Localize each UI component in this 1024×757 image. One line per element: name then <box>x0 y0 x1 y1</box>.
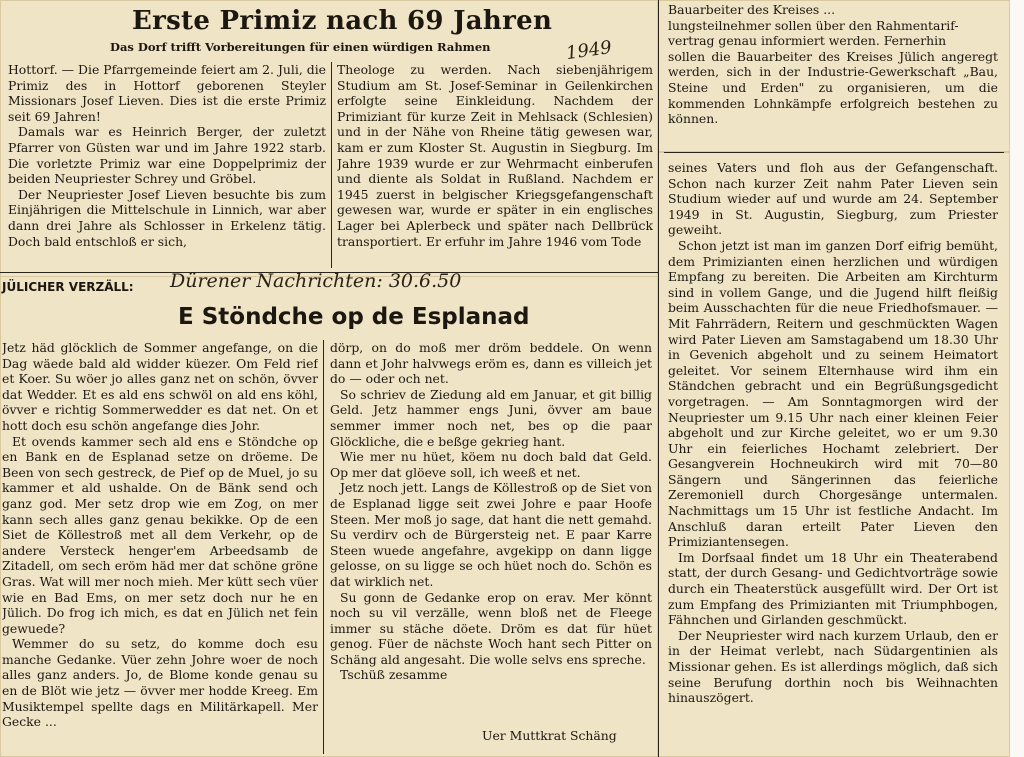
article1-col3-para-2: Schon jetzt ist man im ganzen Dorf eifrig bemüht, dem Primizianten einen herzlichen und würdigen Empfang zu bereiten. Die Arbeiten am Kirchturm sind in vollem Gange, und die Jugend hilft fleißig beim Ausschachten für die neue Friedhofsmauer. — Mit Fahrrädern, Reitern und geschmückten Wagen wird Pater Lieven am Samstagabend um 18.30 Uhr in Gevenich abgeholt und zu seinem Heimatort geleitet. Vor seinem Elternhause wird ihm ein Ständchen gebracht und ein Begrüßungsgedicht vorgetragen. — Am Sonntagmorgen wird der Neupriester um 9.15 Uhr nach einer kleinen Feier abgeholt und zur Kirche geleitet, wo er um 9.30 Uhr ein feierliches Hochamt zelebriert. Der Gesangverein Hochneukirch wird mit 70—80 Sängern und Sängerinnen das feierliche Zeremoniell durch Chorgesänge untermalen. Nachmittags um 15 Uhr ist festliche Andacht. Im Anschluß daran erteilt Pater Lieven den Primiziantensegen. <box>668 237 998 550</box>
article2-signature: Uer Muttkrat Schäng <box>482 728 617 743</box>
article1-col2-para-1: Theologe zu werden. Nach siebenjährigem Studium am St. Josef-Seminar in Geilenkirchen erfolgte seine Einkleidung. Nachdem der Primiziant für kurze Zeit in Mehlsack (Schlesien) und in der Nähe von Rheine tätig gewesen war, kam er zum Kloster St. Augustin in Siegburg. Im Jahre 1939 wurde er zur Wehrmacht einberufen und diente als Soldat in Rußland. Nachdem er 1945 zuerst in belgischer Kriegsgefangenschaft gewesen war, wurde er später in ein englisches Lager bei Aplerbeck und später nach Dellbrück transportiert. Er erfuhr im Jahre 1946 vom Tode <box>337 62 653 249</box>
handwritten-year: 1949 <box>564 36 614 65</box>
fragment-line-4: sollen die Bauarbeiter des Kreises Jülich angeregt werden, sich in der Industrie-Gewerkschaft „Bau, Steine und Erden" zu organisieren, um die kommenden Lohnkämpfe erfolgreich bestehen zu können. <box>668 48 998 127</box>
article2-column-1 <box>2 340 318 754</box>
article-title: Erste Primiz nach 69 Jahren <box>132 6 553 36</box>
column-rule <box>323 340 324 754</box>
article2-column-2 <box>330 340 652 724</box>
article1-col3-para-4: Der Neupriester wird nach kurzem Urlaub, den er in der Heimat verlebt, nach Südargentinien als Missionar gehen. Es ist allerdings möglich, daß sich seine Berufung dorthin noch bis Weihnachten hinauszögert. <box>668 627 998 706</box>
article2-col2-closing: Tschüß zesamme <box>340 667 448 683</box>
article2-col2-para-5: Su gonn de Gedanke erop on erav. Mer könnt noch su vil verzälle, wenn bloß net de Fleege immer su stäche döete. Dröm es dat für hüet genog. Füer de nächste Woch hant sech Pitter on Schäng ald angesaht. Die wolle selvs ens spreche. <box>330 589 652 667</box>
article2-title: E Stöndche op de Esplanad <box>178 304 530 330</box>
article-subtitle: Das Dorf trifft Vorbereitungen für einen würdigen Rahmen <box>110 40 491 54</box>
article1-col3-para-3: Im Dorfsaal findet um 18 Uhr ein Theaterabend statt, der durch Gesang- und Gedichtvorträge sowie durch ein Theaterstück ausgefüllt wird. Der Ort ist zum Empfang des Primizianten mit Triumphbogen, Fähnchen und Girlanden geschmückt. <box>668 549 998 628</box>
column-rule <box>658 0 659 757</box>
fragment-line-2: lungsteilnehmer sollen über den Rahmentarif- <box>668 17 959 33</box>
column-rule <box>331 62 332 268</box>
article1-col1-para-3: Der Neupriester Josef Lieven besuchte bis zum Einjährigen die Mittelschule in Linnich, war aber dann drei Jahre als Schlosser in Erkelenz tätig. Doch bald entschloß er sich, <box>8 186 326 249</box>
article1-column-1 <box>8 62 326 268</box>
handwritten-source-note: Dürener Nachrichten: 30.6.50 <box>170 270 462 292</box>
section-rule <box>664 152 1004 153</box>
fragment-line-1: Bauarbeiter des Kreises ... <box>668 2 836 17</box>
article2-col2-para-4: Jetz noch jett. Langs de Köllestroß op de Siet von de Esplanad ligge seit zwei Johre e paar Hoofe Steen. Mer moß jo sage, dat hant die nett gemahd. Su verdirv och de Bürgersteig net. E paar Karre Steen wuede angefahre, avgekipp on dann ligge gelosse, on su ligge se och hüet noch do. Schön es dat wirklich net. <box>330 480 652 589</box>
article2-col2-para-3: Wie mer nu hüet, köem nu doch bald dat Geld. Op mer dat glöeve soll, ich weeß et net. <box>330 449 652 480</box>
article1-column-3 <box>668 160 998 750</box>
section-label: JÜLICHER VERZÄLL: <box>2 280 134 294</box>
article1-col1-para-1: Hottorf. — Die Pfarrgemeinde feiert am 2. Juli, die Primiz des in Hottorf geborenen Steyler Missionars Josef Lieven. Dies ist die erste Primiz seit 69 Jahren! <box>8 62 326 124</box>
article2-col2-para-1: dörp, on do moß mer dröm beddele. On wenn dann et Johr halvwegs eröm es, dann es villeich jet do — oder och net. <box>330 340 652 387</box>
article2-col1-para-3: Wemmer do su setz, do komme doch esu manche Gedanke. Vüer zehn Johre woer de noch alles ganz anders. Jo, de Blome konde genau su en de Blöt wie jetz — övver mer hodde Kreeg. Em Musiktempel spellte dags en Militärkapell. Mer Gecke ... <box>2 636 318 730</box>
article1-col1-para-2: Damals war es Heinrich Berger, der zuletzt Pfarrer von Güsten war und im Jahre 1922 starb. Die vorletzte Primiz war eine Doppelprimiz der beiden Neupriester Schrey und Gröbel. <box>8 124 326 187</box>
article1-col3-para-1: seines Vaters und floh aus der Gefangenschaft. Schon nach kurzer Zeit nahm Pater Lieven sein Studium wieder auf und wurde am 24. September 1949 in St. Augustin, Siegburg, zum Priester geweiht. <box>668 160 998 238</box>
article2-col1-para-2: Et ovends kammer sech ald ens e Stöndche op en Bank en de Esplanad setze on dröeme. De Been von sech gestreck, de Pief op de Muel, jo su kammer et ald ushalde. On de Bänk send och ganz god. Mer setz drop wie em Zog, on mer kann sech alles ganz genau bekikke. Op de een Siet de Köllestroß met all dem Verkehr, op de andere Versteck henger'em Arbeedsamb de Zitadell, om sech eröm häd mer dat schöne gröne Gras. Wat will mer noch mieh. Mer kütt sech vüer wie en Bad Ems, on mer setz doch nur he en Jülich. Do frog ich mich, es dat en Jülich net fein gewuede? <box>2 433 318 636</box>
article1-column-2 <box>337 62 653 268</box>
top-right-fragment <box>668 2 998 148</box>
article2-col2-para-2: So schriev de Ziedung ald em Januar, et git billig Geld. Jetz hammer engs Juni, övver am baue semmer immer noch net, bes op die paar Glöckliche, die e beßge gekrieg hant. <box>330 386 652 449</box>
article2-col1-para-1: Jetz häd glöcklich de Sommer angefange, on die Dag wäede bald ald widder küezer. Om Feld rief et Koer. Su wöer jo alles ganz net on schön, övver dat Wedder. Et es ald ens schwöl on ald ens köhl, övver e richtig Sommerwedder es dat net. On et hott doch esu schön angefange dies Johr. <box>2 340 318 433</box>
fragment-line-3: vertrag genau informiert werden. Fernerhin <box>668 33 947 49</box>
